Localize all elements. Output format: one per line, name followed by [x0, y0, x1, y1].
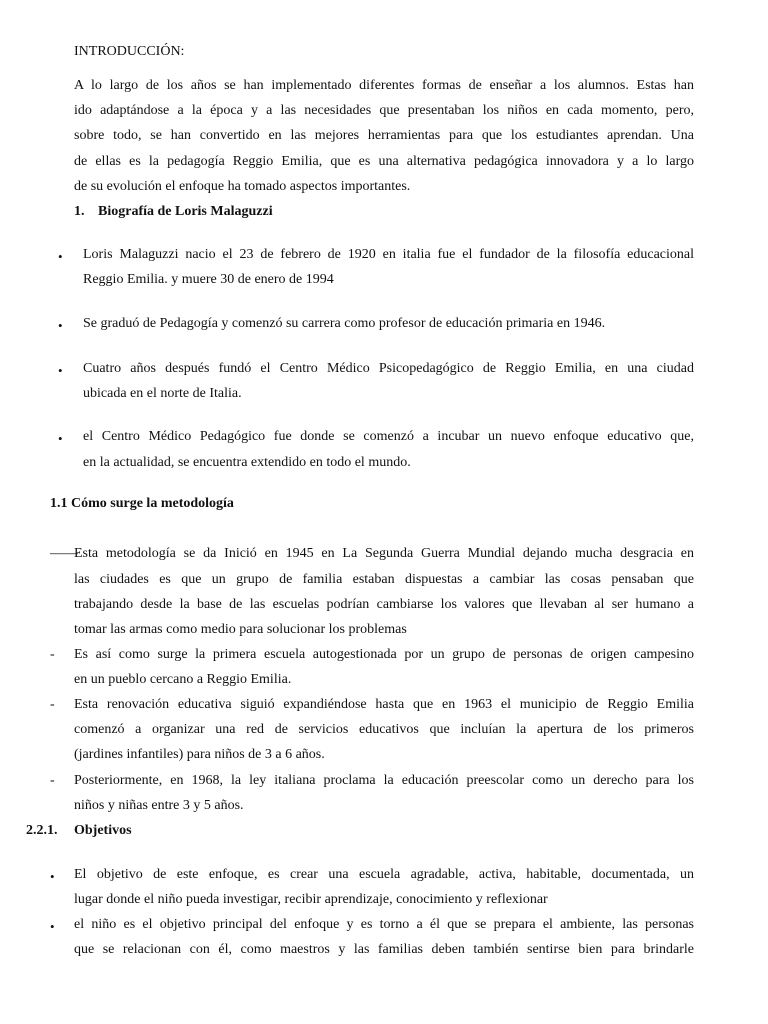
bio-bullet-1-line-1: Loris Malaguzzi nacio el 23 de febrero de 1920 en italia fue el fundador de la filosofía educacional [83, 247, 694, 262]
dash-prefix: —— [50, 546, 78, 561]
bullet-icon: • [58, 318, 63, 333]
method-item-3-line-2: niños y niñas entre 3 y 5 años. [74, 798, 244, 813]
section-1-1-title: 1.1 Cómo surge la metodología [50, 496, 234, 511]
bio-bullet-3-line-1: Cuatro años después fundó el Centro Médico Psicopedagógico de Reggio Emilia, en una ciudad [83, 361, 694, 376]
bullet-icon: • [58, 249, 63, 264]
section-2-2-1-number: 2.2.1. [26, 823, 58, 838]
method-line-4: tomar las armas como medio para solucionar los problemas [74, 622, 407, 637]
intro-line-4: de ellas es la pedagogía Reggio Emilia, que es una alternativa pedagógica innovadora y a lo largo [74, 154, 694, 169]
section-2-2-1-title: Objetivos [74, 823, 132, 838]
method-item-3-line-1: Posteriormente, en 1968, la ley italiana proclama la educación preescolar como un derecho para los [74, 773, 694, 788]
objective-2-line-1: el niño es el objetivo principal del enfoque y es torno a él que se prepara el ambiente, las personas [74, 917, 694, 932]
bio-bullet-2-line-1: Se graduó de Pedagogía y comenzó su carrera como profesor de educación primaria en 1946. [83, 316, 606, 331]
method-item-2-line-3: (jardines infantiles) para niños de 3 a 6 años. [74, 747, 325, 762]
dash-marker: - [50, 773, 55, 788]
section-1-number: 1. [74, 204, 85, 219]
intro-line-1: A lo largo de los años se han implementado diferentes formas de enseñar a los alumnos. Estas han [74, 78, 694, 93]
objective-1-line-2: lugar donde el niño pueda investigar, recibir aprendizaje, conocimiento y reflexionar [74, 892, 548, 907]
intro-line-5: de su evolución el enfoque ha tomado aspectos importantes. [74, 179, 411, 194]
method-line-1: Esta metodología se da Inició en 1945 en La Segunda Guerra Mundial dejando mucha desgracia en [74, 546, 694, 561]
method-line-2: las ciudades es que un grupo de familia estaban dispuestas a cambiar las cosas pensaban que [74, 572, 694, 587]
dash-marker: - [50, 697, 55, 712]
intro-line-2: ido adaptándose a la época y a las necesidades que presentaban los niños en cada momento, pero, [74, 103, 694, 118]
intro-heading: INTRODUCCIÓN: [74, 44, 185, 59]
method-item-2-line-2: comenzó a organizar una red de servicios educativos que incluían la apertura de los primeros [74, 722, 694, 737]
bullet-icon: • [50, 919, 55, 934]
bio-bullet-4-line-1: el Centro Médico Pedagógico fue donde se comenzó a incubar un nuevo enfoque educativo que, [83, 429, 694, 444]
bullet-icon: • [58, 431, 63, 446]
objective-1-line-1: El objetivo de este enfoque, es crear una escuela agradable, activa, habitable, documentada, un [74, 867, 694, 882]
bio-bullet-1-line-2: Reggio Emilia. y muere 30 de enero de 1994 [83, 272, 334, 287]
method-item-2-line-1: Esta renovación educativa siguió expandiéndose hasta que en 1963 el municipio de Reggio Emilia [74, 697, 694, 712]
method-item-1-line-2: en un pueblo cercano a Reggio Emilia. [74, 672, 292, 687]
bio-bullet-4-line-2: en la actualidad, se encuentra extendido en todo el mundo. [83, 455, 411, 470]
bullet-icon: • [50, 869, 55, 884]
dash-marker: - [50, 647, 55, 662]
method-line-3: trabajando desde la base de las escuelas podrían cambiarse los valores que llevaban al ser humano a [74, 597, 694, 612]
method-item-1-line-1: Es así como surge la primera escuela autogestionada por un grupo de personas de origen campesino [74, 647, 694, 662]
bio-bullet-3-line-2: ubicada en el norte de Italia. [83, 386, 242, 401]
bullet-icon: • [58, 363, 63, 378]
section-1-title: Biografía de Loris Malaguzzi [98, 204, 273, 219]
objective-2-line-2: que se relacionan con él, como maestros y las familias deben también sentirse bien para brindarle [74, 942, 694, 957]
intro-line-3: sobre todo, se han convertido en las mejores herramientas para que los estudiantes aprendan. Una [74, 128, 694, 143]
